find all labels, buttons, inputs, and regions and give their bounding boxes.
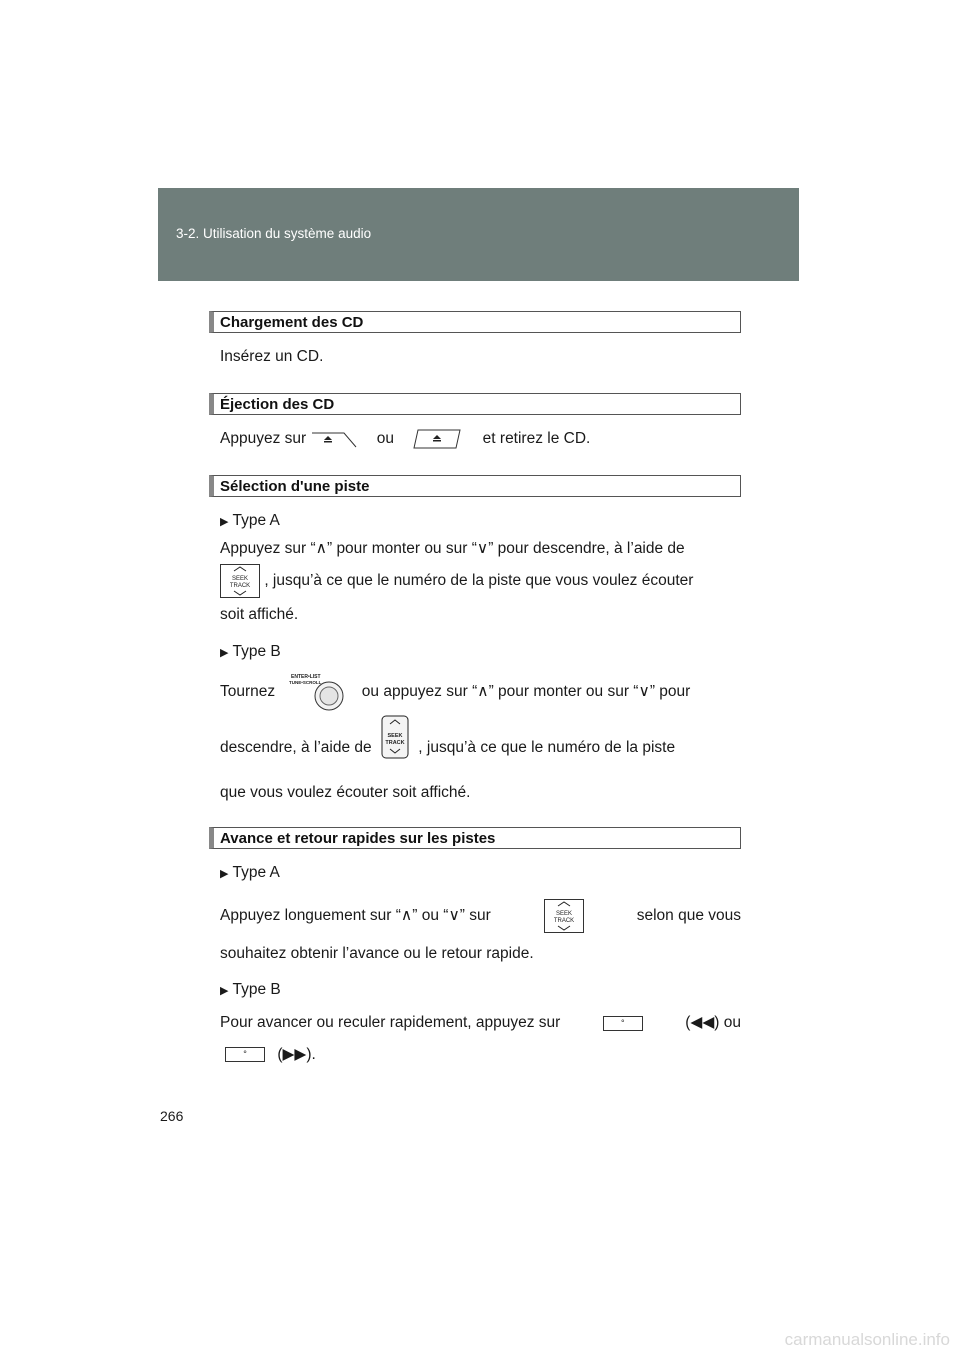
track-b-text1b: ou appuyez sur “∧” pour monter ou sur “∨” pour [361,683,691,700]
content [209,311,741,1071]
svg-text:ENTER•LIST: ENTER•LIST [291,673,321,680]
fast-a-text2: souhaitez obtenir l’avance ou le retour rapide. [220,945,534,962]
track-b-line2 [209,715,741,781]
fast-a-line1 [209,890,741,942]
svg-text:TRACK: TRACK [553,918,574,924]
fast-b-line2 [209,1039,741,1071]
eject-line [209,423,741,455]
seek-track-icon [544,899,584,933]
track-b-text3: que vous voulez écouter soit affiché. [220,784,471,801]
track-b-text2b: , jusqu’à ce que le numéro de la piste [418,739,676,757]
track-type-a [209,505,741,538]
bullet-triangle-icon: ▶ [220,516,229,528]
fast-b-line1 [209,1007,741,1039]
svg-text:SEEK: SEEK [555,911,572,917]
eject-text-after: et retirez le CD. [482,430,591,447]
fast-b-text1: Pour avancer ou reculer rapidement, appuyez sur [220,1014,561,1031]
track-a-text2: , jusqu’à ce que le numéro de la piste que vous voulez écouter [264,572,694,589]
type-label: Type A [232,512,280,529]
track-b-text2a: descendre, à l’aide de [220,739,372,757]
bullet-triangle-icon: ▶ [220,868,229,880]
section-title: 3-2. Utilisation du système audio [176,226,372,241]
rewind-button-icon: ° [603,1016,643,1031]
bullet-triangle-icon: ▶ [220,985,229,997]
fast-forward-button-icon: ° [225,1047,265,1062]
fast-type-a [209,857,741,890]
seek-track-icon [220,564,260,598]
type-label: Type B [232,643,281,660]
track-b-line1 [209,669,741,715]
header-band [158,188,799,281]
svg-text:SEEK: SEEK [387,733,403,739]
page-number: 266 [160,1108,184,1124]
loading-text: Insérez un CD. [220,348,324,365]
type-label: Type A [232,864,280,881]
svg-text:SEEK: SEEK [231,575,249,582]
track-b-text1a: Tournez [220,683,276,700]
section-heading-fast: Avance et retour rapides sur les pistes [209,827,741,849]
bullet-triangle-icon: ▶ [220,647,229,659]
seek-track-button-icon [380,715,410,781]
eject-text-middle: ou [376,430,395,447]
fast-b-ff: (▶▶). [277,1046,316,1063]
fast-b-rew: (◀◀) ou [685,1014,741,1031]
track-type-b [209,636,741,669]
enter-list-knob-icon [285,670,351,714]
watermark: carmanualsonline.info [784,1330,950,1349]
eject-button-icon [412,428,462,450]
track-a-text1: Appuyez sur “∧” pour monter ou sur “∨” pour descendre, à l’aide de [220,540,685,557]
eject-text-before: Appuyez sur [220,430,307,447]
track-a-text3: soit affiché. [220,606,299,623]
eject-slot-icon [310,429,358,449]
section-heading-eject: Éjection des CD [209,393,741,415]
type-label: Type B [232,981,281,998]
fast-type-b [209,974,741,1007]
svg-text:TUNE•SCROLL: TUNE•SCROLL [289,679,322,685]
section-heading-loading: Chargement des CD [209,311,741,333]
fast-a-text1b: selon que vous [636,907,741,924]
svg-text:TRACK: TRACK [229,582,251,589]
svg-text:TRACK: TRACK [385,740,405,746]
track-a-line2 [209,560,741,602]
fast-a-text1a: Appuyez longuement sur “∧” ou “∨” sur [220,907,491,924]
section-heading-track: Sélection d'une piste [209,475,741,497]
